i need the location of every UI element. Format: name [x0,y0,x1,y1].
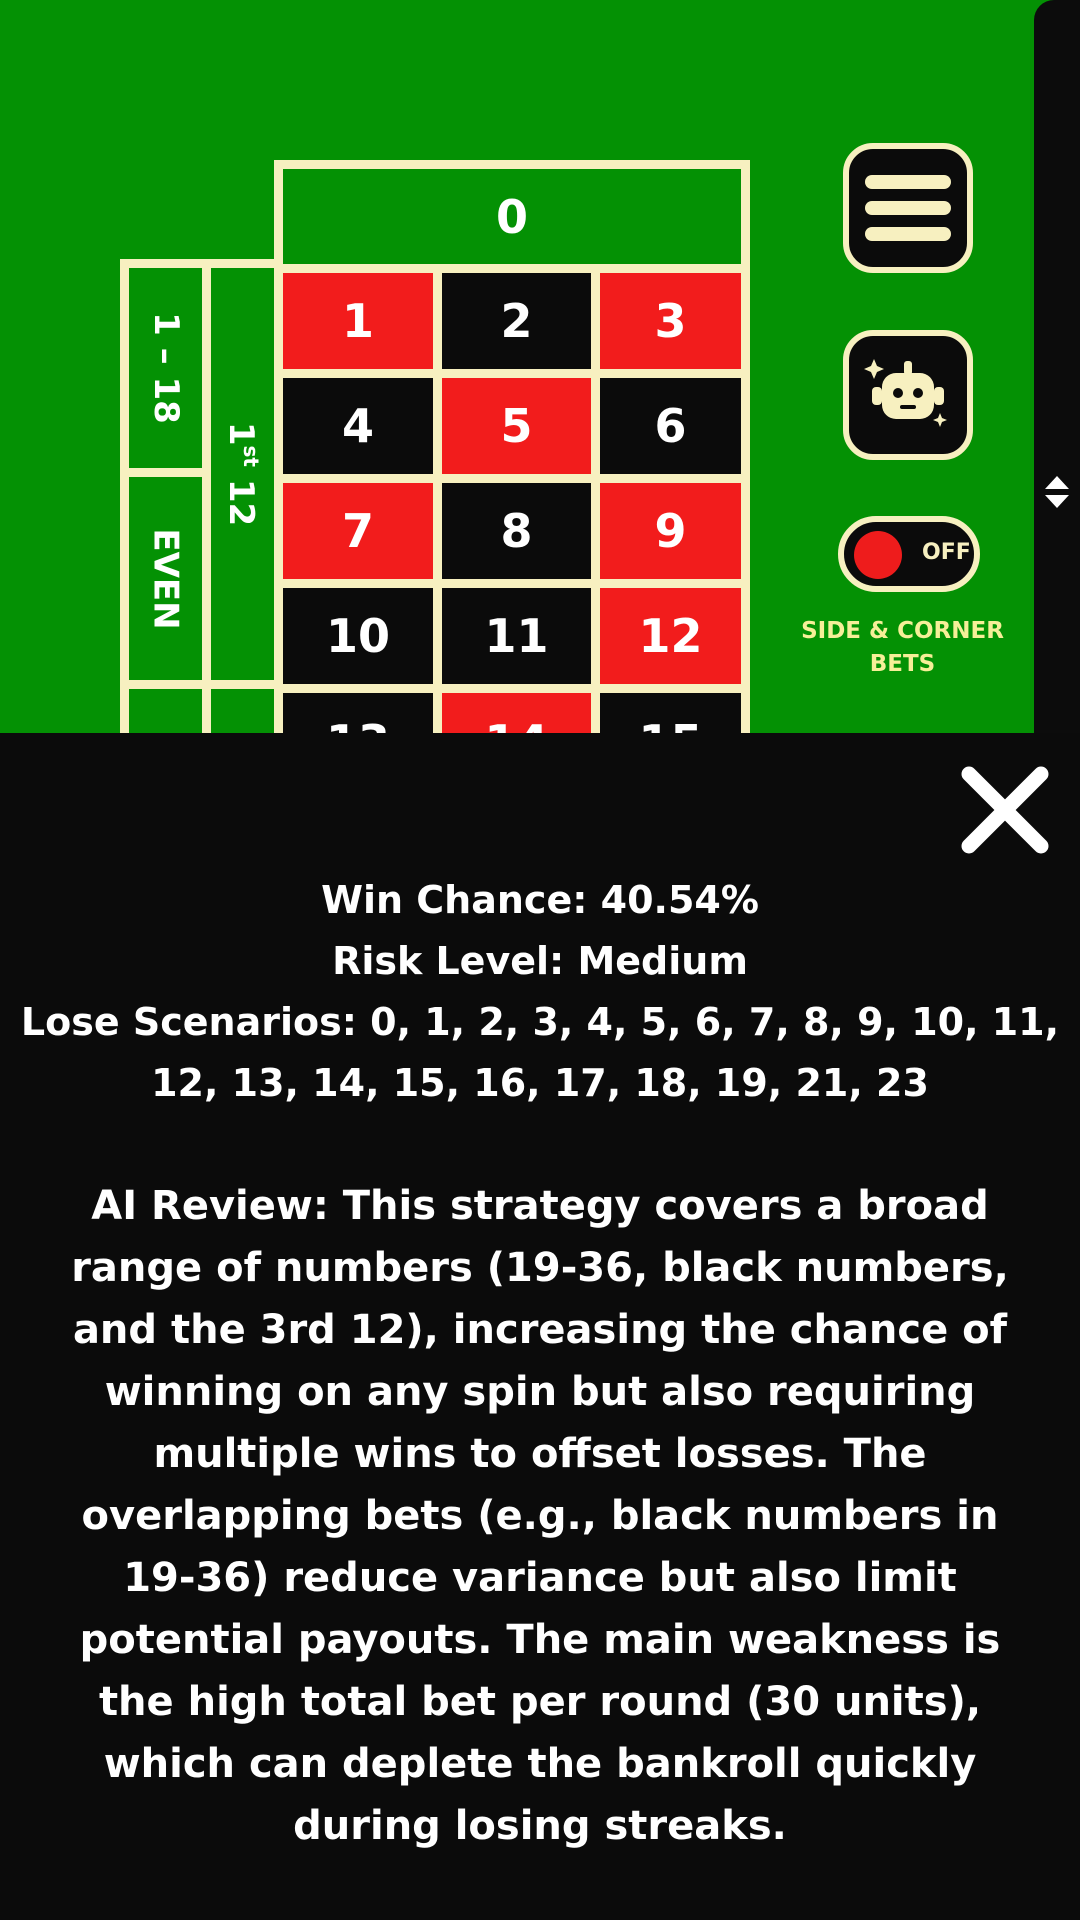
ai-review-text: AI Review: This strategy covers a broad range of numbers (19-36, black numbers, and the 3rd 12), increasing the chance of winning on any spin but also requiring multiple wins to offset losses. The overlapping bets (e.g., black numbers in 19-36) reduce variance but also limit potential payouts. The main weakness is the high total bet per round (30 units), which can deplete the bankroll quickly during losing streaks. [71,1183,1009,1849]
robot-icon [860,347,956,443]
dozen-label: 1st 12 [221,421,264,527]
bet-number-11[interactable] [433,579,600,693]
bet-number-7[interactable] [274,474,442,588]
low-bet-label: 1 – 18 [145,312,186,424]
number-label: 8 [500,504,533,558]
bet-number-5[interactable] [433,369,600,483]
close-button[interactable] [955,760,1055,860]
bet-number-6[interactable] [591,369,750,483]
ai-assistant-button[interactable] [843,330,973,460]
risk-level-text: Risk Level: Medium [332,939,748,983]
bet-1-18[interactable] [120,259,211,477]
bet-1st-dozen[interactable] [202,259,283,689]
bet-even[interactable] [120,468,211,689]
number-label: 3 [654,294,687,348]
menu-button[interactable] [843,143,973,273]
number-label: 6 [654,399,687,453]
number-label: 1 [341,294,374,348]
number-label: 9 [654,504,687,558]
bet-number-4[interactable] [274,369,442,483]
number-label: 2 [500,294,533,348]
toggle-knob [854,531,902,579]
zero-label: 0 [495,189,528,244]
bet-number-9[interactable] [591,474,750,588]
toggle-caption: SIDE & CORNER BETS [801,618,1004,677]
number-label: 10 [325,609,390,663]
number-label: 11 [484,609,549,663]
side-corner-bets-toggle[interactable] [838,516,980,592]
lose-scenarios-text: Lose Scenarios: 0, 1, 2, 3, 4, 5, 6, 7, 8, 9, 10, 11, 12, 13, 14, 15, 16, 17, 18, 19, 21, 23 [20,1000,1060,1105]
number-label: 4 [341,399,374,453]
strategy-stats [20,870,1060,1114]
close-icon [955,760,1055,860]
number-label: 12 [638,609,703,663]
number-label: 7 [341,504,374,558]
bet-number-2[interactable] [433,264,600,378]
scroll-arrows-icon [1043,472,1071,512]
number-label: 5 [500,399,533,453]
roulette-table [0,0,1032,733]
bet-number-12[interactable] [591,579,750,693]
toggle-state-label: OFF [922,540,971,565]
bet-number-3[interactable] [591,264,750,378]
win-chance-text: Win Chance: 40.54% [321,878,759,922]
bet-number-10[interactable] [274,579,442,693]
bet-number-8[interactable] [433,474,600,588]
bet-number-1[interactable] [274,264,442,378]
bet-zero[interactable] [274,160,750,273]
hamburger-menu-icon [863,173,953,243]
scrollbar[interactable] [1034,0,1080,733]
even-bet-label: EVEN [145,527,186,630]
